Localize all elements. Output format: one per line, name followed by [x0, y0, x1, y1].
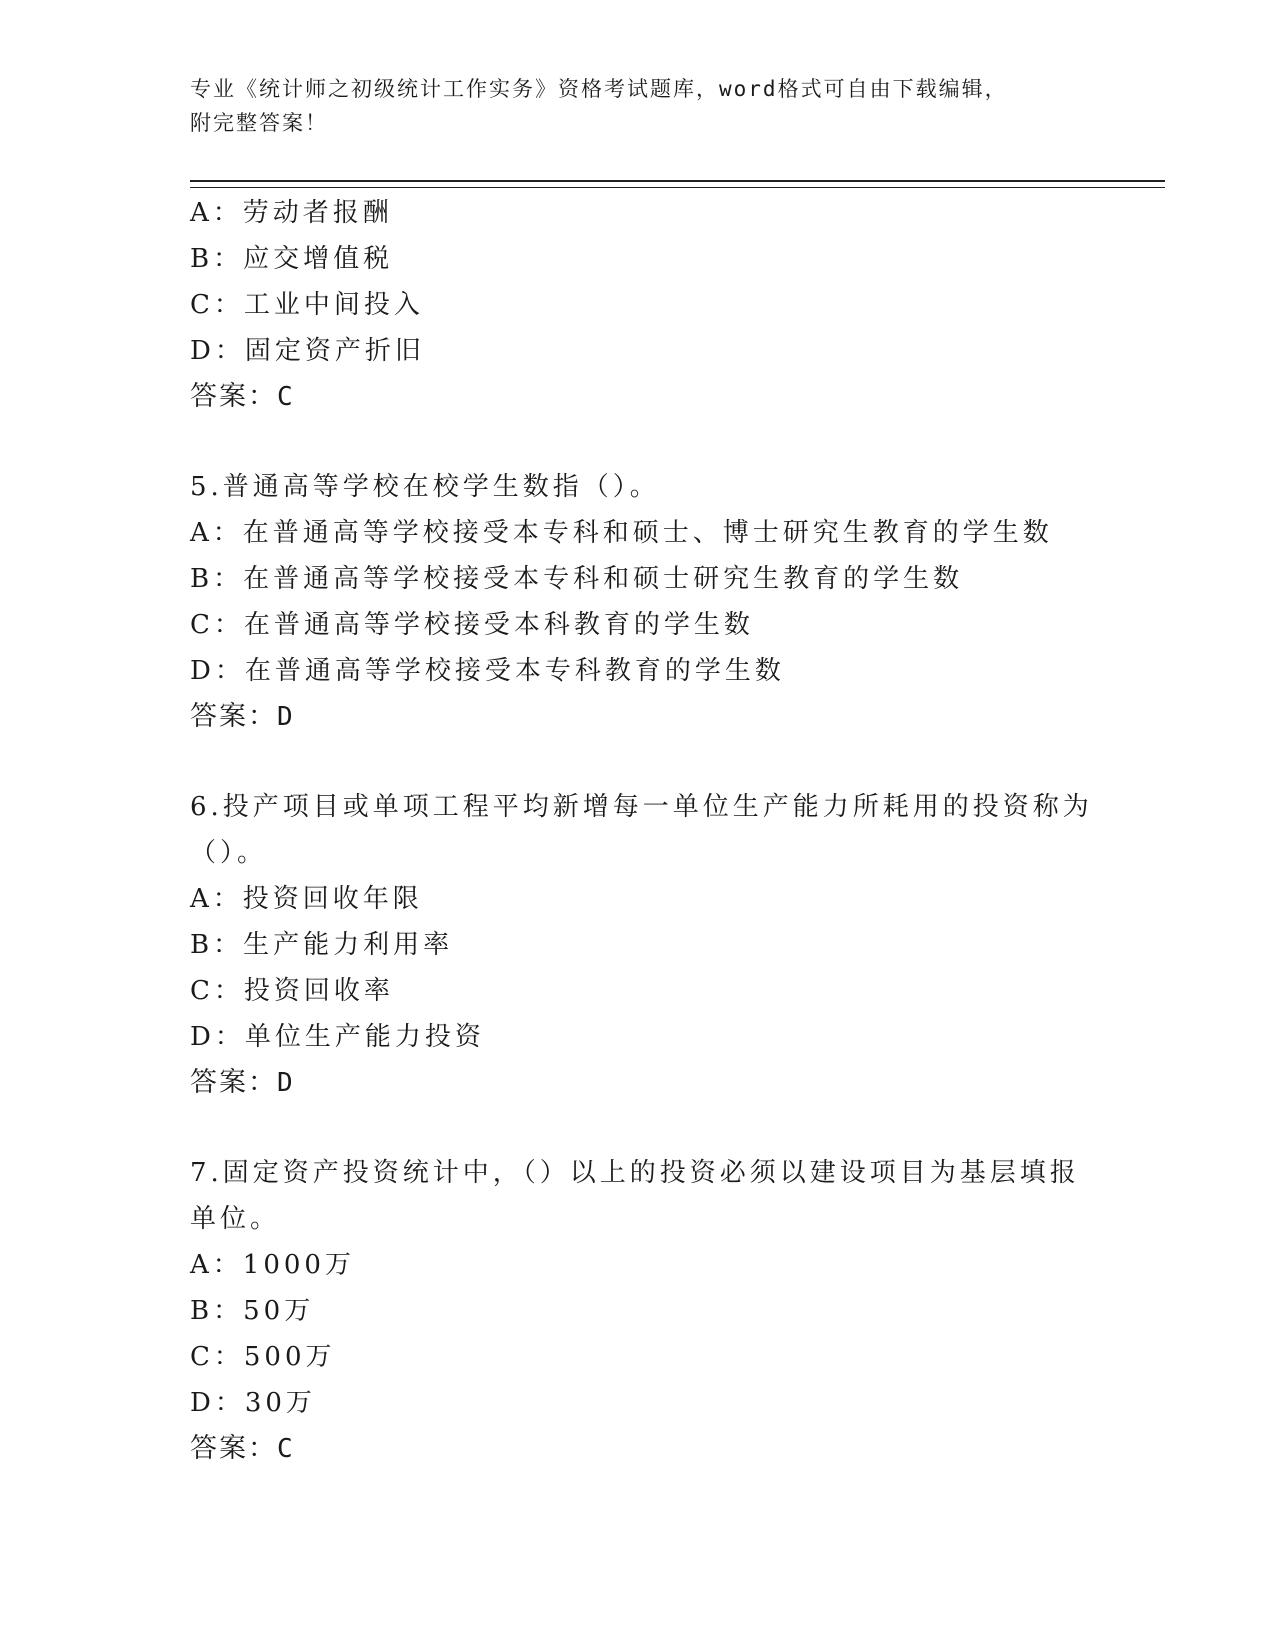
option-a: A：劳动者报酬 [190, 198, 393, 228]
answer-value: D [277, 702, 293, 732]
question-4-block [190, 190, 1090, 420]
question-6-block [190, 784, 1093, 1106]
option-d: D：固定资产折旧 [190, 336, 425, 366]
question-text-line-1: 7.固定资产投资统计中，（）以上的投资必须以建设项目为基层填报 [190, 1158, 1080, 1188]
option-c: C：在普通高等学校接受本科教育的学生数 [190, 610, 754, 640]
document-header [190, 72, 1070, 140]
header-line-1: 专业《统计师之初级统计工作实务》资格考试题库，word格式可自由下载编辑， [190, 77, 1008, 101]
answer-value: D [277, 1068, 293, 1098]
answer-line [190, 1060, 1090, 1106]
option-b: B：生产能力利用率 [190, 930, 454, 960]
header-divider [190, 180, 1165, 188]
question-text-line-2: （）。 [190, 838, 268, 868]
option-a: A：投资回收年限 [190, 884, 423, 914]
option-a: A：1000万 [190, 1250, 355, 1280]
option-d: D：单位生产能力投资 [190, 1022, 485, 1052]
answer-label: 答案： [190, 381, 277, 412]
question-text: 5.普通高等学校在校学生数指（）。 [190, 472, 660, 502]
option-b: B：在普通高等学校接受本专科和硕士研究生教育的学生数 [190, 564, 964, 594]
answer-value: C [277, 382, 293, 412]
answer-label: 答案： [190, 701, 277, 732]
option-c: C：投资回收率 [190, 976, 394, 1006]
answer-label: 答案： [190, 1433, 277, 1464]
option-d: D：在普通高等学校接受本专科教育的学生数 [190, 656, 785, 686]
question-5-block [190, 464, 1090, 740]
question-text-line-1: 6.投产项目或单项工程平均新增每一单位生产能力所耗用的投资称为 [190, 792, 1093, 822]
option-b: B：50万 [190, 1296, 315, 1326]
answer-label: 答案： [190, 1067, 277, 1098]
header-line-2: 附完整答案！ [190, 111, 328, 135]
option-d: D：30万 [190, 1388, 316, 1418]
option-a: A：在普通高等学校接受本专科和硕士、博士研究生教育的学生数 [190, 518, 1053, 548]
question-list [190, 190, 1093, 1472]
question-7-block [190, 1150, 1090, 1472]
option-b: B：应交增值税 [190, 244, 394, 274]
answer-line [190, 374, 1090, 420]
option-c: C：工业中间投入 [190, 290, 424, 320]
question-text-line-2: 单位。 [190, 1204, 281, 1234]
option-c: C：500万 [190, 1342, 336, 1372]
answer-line [190, 1426, 1090, 1472]
answer-line [190, 694, 1090, 740]
answer-value: C [277, 1434, 293, 1464]
